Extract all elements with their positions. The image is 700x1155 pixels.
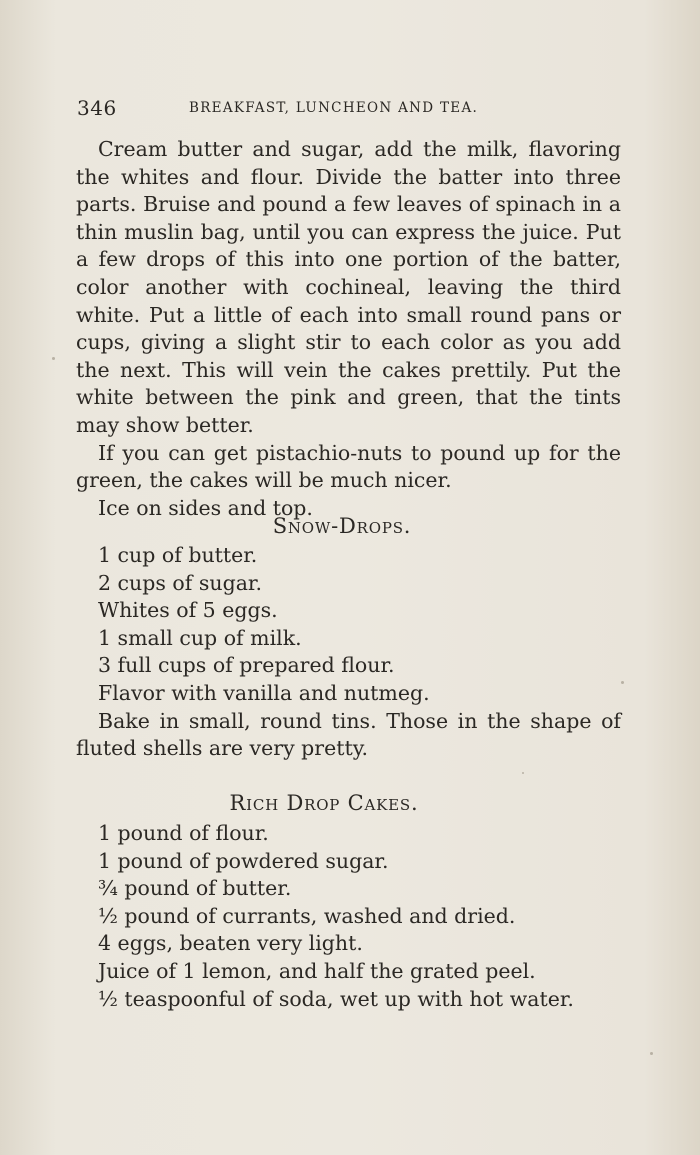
continued-recipe-text	[76, 136, 621, 522]
paper-speck	[52, 357, 55, 360]
paper-speck	[522, 772, 524, 774]
recipe-instructions: Bake in small, round tins. Those in the shape of fluted shells are very pretty.	[76, 708, 621, 761]
running-title: BREAKFAST, LUNCHEON AND TEA.	[189, 100, 479, 116]
recipe-rich-drop-cakes	[76, 820, 621, 1013]
paper-speck	[621, 681, 624, 684]
paragraph: If you can get pistachio-nuts to pound up for the green, the cakes will be much nicer.	[76, 440, 621, 493]
ingredient-line: 1 pound of flour.	[98, 821, 269, 845]
page-number: 346	[77, 96, 117, 120]
ingredient-line: ½ pound of currants, washed and dried.	[98, 903, 516, 928]
ingredient-line: 1 cup of butter.	[98, 543, 258, 567]
ingredient-line: 1 small cup of milk.	[98, 625, 302, 650]
ingredient-line: Flavor with vanilla and nutmeg.	[98, 680, 430, 705]
ingredient-line: Juice of 1 lemon, and half the grated peel.	[98, 958, 536, 983]
recipe-title: Snow-Drops.	[272, 514, 412, 538]
ingredient-line: 3 full cups of prepared flour.	[98, 653, 395, 678]
ingredient-line: 2 cups of sugar.	[98, 570, 262, 595]
recipe-snow-drops	[76, 542, 621, 763]
ingredient-line: Whites of 5 eggs.	[98, 598, 278, 623]
ingredient-line: 1 pound of powdered sugar.	[98, 848, 389, 873]
paper-speck	[650, 1052, 653, 1055]
paragraph: Cream butter and sugar, add the milk, flavoring the whites and flour. Divide the batter into three parts. Bruise and pound a few leaves of spinach in a thin muslin bag, until you can express the juice. Put a few drops of this into one portion of the batter, color another with cochineal, leaving the third white. Put a little of each into small round pans or cups, giving a slight stir to each color as you add the next. This will vein the cakes prettily. Put the white between the pink and green, that the tints may show better.	[76, 137, 621, 437]
running-head	[77, 96, 618, 126]
ingredient-line: ½ teaspoonful of soda, wet up with hot water.	[98, 986, 574, 1011]
paragraph: Ice on sides and top.	[98, 495, 313, 520]
recipe-title: Rich Drop Cakes.	[229, 791, 419, 815]
ingredient-line: 4 eggs, beaten very light.	[98, 931, 363, 956]
ingredient-line: ¾ pound of butter.	[98, 876, 292, 901]
